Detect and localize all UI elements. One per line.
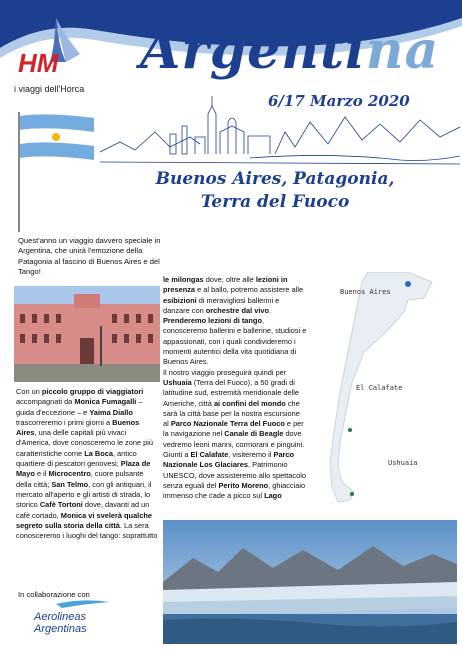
subtitle-line1: Buenos Aires, Patagonia, xyxy=(155,169,395,189)
text-column-2: le milongas dove, oltre alle lezioni in presenza e al ballo, potremo assistere alle esibizioni di meravigliosi ballerini e danzare con orchestre dal vivo. Prenderemo lezioni di tango, conosceremo ballerini e ballerine, studiosi e appassionati, con i quali condivideremo i momenti autentici della vita quotidiana di Buenos Aires. Il nostro viaggio proseguirà quindi per Ushuaia (Terra del Fuoco), a 50 gradi di latitudine sud, estremità meridionale delle Americhe, città ai confini del mondo che sarà la città base per la nostra escursione al Parco Nazionale Terra del Fuoco e per la navigazione nel Canale di Beagle dove vedremo leoni marini, cormorani e pinguini. Giunti a El Calafate, visiteremo il Parco Nazionale Los Glaciares, Patrimonio UNESCO, dove assisteremo allo spettacolo senza eguali del Perito Moreno, ghiacciaio immenso che cade a picco sul Lago xyxy=(163,275,307,501)
map-marker-ushuaia xyxy=(350,492,354,496)
page-subtitle xyxy=(115,168,435,214)
perito-moreno-photo xyxy=(163,520,457,644)
brand-name: i viaggi dell'Horca xyxy=(14,84,85,94)
sun-icon xyxy=(52,133,60,141)
svg-text:Argentinas: Argentinas xyxy=(34,623,87,635)
logo-text: HM xyxy=(18,48,59,78)
intro-paragraph: Quest'anno un viaggio davvero speciale in Argentina, che unirà l'emozione della Patagonia al fascino di Buenos Aires e del Tango! xyxy=(18,236,161,277)
text-column-1: Con un piccolo gruppo di viaggiatori accompagnati da Monica Fumagalli – guida d'eccezione – e Yaima Diallo trascorreremo i primi giorni a Buenos Aires, una delle capitali più vivaci d'America, dove conosceremo le zone più caratteristiche come La Boca, antico quartiere di pescatori genovesi; Plaza de Mayo e il Microcentro, cuore pulsante della città; San Telmo, con gli antiquari, il mercato all'aperto e gli artisti di strada, lo storico Cafè Tortoni dove, davanti ad un cafè cortado, Monica vi svelerà qualche segreto sulla storia della città. La sera conosceremo i luoghi del tango: soprattutto xyxy=(16,387,158,541)
svg-text:El Calafate: El Calafate xyxy=(356,384,403,392)
title-main: Argenti xyxy=(140,20,366,81)
svg-text:Buenos Aires: Buenos Aires xyxy=(340,288,391,296)
subtitle-line2: Terra del Fuoco xyxy=(200,192,350,212)
argentina-flag xyxy=(16,112,96,232)
svg-text:Aerolineas: Aerolineas xyxy=(34,611,86,623)
brand-logo xyxy=(14,16,84,78)
map-marker-buenos-aires xyxy=(405,281,411,287)
skyline-illustration xyxy=(100,92,460,172)
collab-label: In collaborazione con xyxy=(18,590,90,599)
aerolineas-logo xyxy=(22,598,132,636)
title-fade: na xyxy=(365,20,440,81)
map-marker-el-calafate xyxy=(348,428,352,432)
argentina-map xyxy=(312,272,452,517)
page-title xyxy=(140,20,439,81)
svg-text:Ushuaia: Ushuaia xyxy=(388,459,418,467)
trip-dates: 6/17 Marzo 2020 xyxy=(268,92,410,110)
casa-rosada-photo xyxy=(14,286,160,382)
